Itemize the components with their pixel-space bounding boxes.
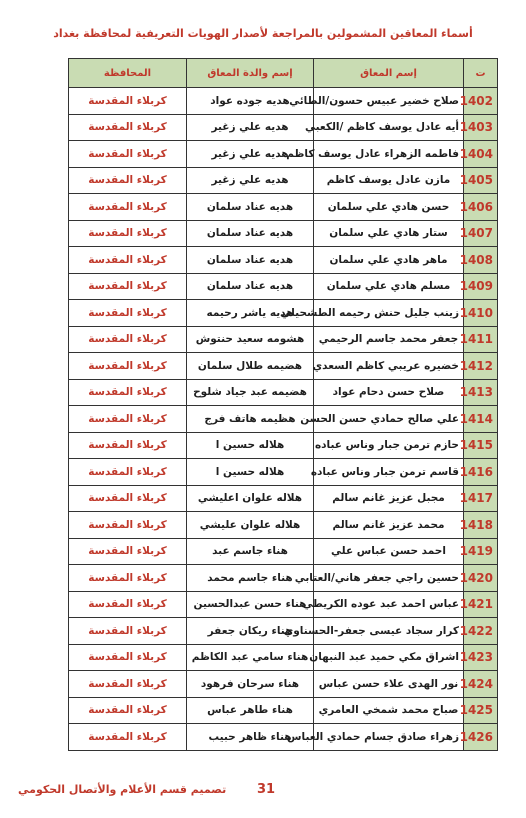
province: كربلاء المقدسة [69, 432, 187, 459]
disabled-person-name: مسلم هادي علي سلمان [314, 273, 464, 300]
mother-name: هناء جاسم عبد [187, 538, 314, 565]
disabled-person-name: علي صالح حمادي حسن الحسن [314, 406, 464, 433]
row-number: 1405 [464, 167, 498, 194]
disabled-person-name: مازن عادل يوسف كاظم [314, 167, 464, 194]
mother-name: هناء ظاهر حبيب [187, 724, 314, 751]
table-row [69, 194, 498, 221]
row-number: 1403 [464, 114, 498, 141]
table-row [69, 114, 498, 141]
province: كربلاء المقدسة [69, 194, 187, 221]
row-number: 1417 [464, 485, 498, 512]
table-row [69, 512, 498, 539]
row-number: 1412 [464, 353, 498, 380]
mother-name: هظيمه هاتف فرج [187, 406, 314, 433]
province: كربلاء المقدسة [69, 538, 187, 565]
row-number: 1422 [464, 618, 498, 645]
disabled-person-name: فاطمه الزهراء عادل يوسف كاظم [314, 141, 464, 168]
province: كربلاء المقدسة [69, 671, 187, 698]
province: كربلاء المقدسة [69, 88, 187, 115]
table-row [69, 379, 498, 406]
mother-name: هلاله علوان عليشي [187, 512, 314, 539]
header-province: المحافظة [69, 59, 187, 88]
mother-name: هديه عناد سلمان [187, 247, 314, 274]
province: كربلاء المقدسة [69, 512, 187, 539]
province: كربلاء المقدسة [69, 485, 187, 512]
disabled-person-name: ماهر هادي علي سلمان [314, 247, 464, 274]
mother-name: هديه عناد سلمان [187, 194, 314, 221]
row-number: 1410 [464, 300, 498, 327]
disabled-person-name: نور الهدى علاء حسن عباس [314, 671, 464, 698]
disabled-person-name: عباس احمد عبد عوده الكريطي [314, 591, 464, 618]
province: كربلاء المقدسة [69, 273, 187, 300]
table-row [69, 459, 498, 486]
table-row [69, 432, 498, 459]
table-row [69, 618, 498, 645]
province: كربلاء المقدسة [69, 167, 187, 194]
disabled-person-name: مجبل عزيز غانم سالم [314, 485, 464, 512]
table-row [69, 141, 498, 168]
mother-name: هناء سامي عبد الكاظم [187, 644, 314, 671]
mother-name: هناء سرحان فرهود [187, 671, 314, 698]
header-num: ت [464, 59, 498, 88]
row-number: 1402 [464, 88, 498, 115]
mother-name: هلاله حسين ا [187, 459, 314, 486]
mother-name: هضيمه عبد جياد شلوح [187, 379, 314, 406]
mother-name: هناء حسن عبدالحسين [187, 591, 314, 618]
disabled-person-name: كرار سجاد عيسى جعفر-الحسناوي [314, 618, 464, 645]
disabled-person-name: حازم ترمن جبار وناس عباده [314, 432, 464, 459]
row-number: 1404 [464, 141, 498, 168]
mother-name: هضيمه طلال سلمان [187, 353, 314, 380]
mother-name: هناء ريكان جعفر [187, 618, 314, 645]
table-row [69, 353, 498, 380]
province: كربلاء المقدسة [69, 141, 187, 168]
document-title: أسماء المعاقين المشمولين بالمراجعة لأصدار الهويات التعريفية لمحافظة بغداد [53, 27, 473, 40]
table-row [69, 644, 498, 671]
footer-credit: تصميم قسم الأعلام والأتصال الحكومي [18, 783, 227, 796]
table-row [69, 565, 498, 592]
row-number: 1418 [464, 512, 498, 539]
mother-name: هديه عناد سلمان [187, 273, 314, 300]
disabled-person-name: اشراق مكي حميد عبد النبهان [314, 644, 464, 671]
disabled-person-name: احمد حسن عباس علي [314, 538, 464, 565]
disabled-person-name: جعفر محمد جاسم الرحيمي [314, 326, 464, 353]
row-number: 1420 [464, 565, 498, 592]
row-number: 1413 [464, 379, 498, 406]
table-row [69, 273, 498, 300]
mother-name: هديه ياشر رحيمه [187, 300, 314, 327]
mother-name: هديه علي زغير [187, 114, 314, 141]
row-number: 1416 [464, 459, 498, 486]
mother-name: هديه علي زغير [187, 141, 314, 168]
province: كربلاء المقدسة [69, 591, 187, 618]
table-body [69, 88, 498, 751]
row-number: 1425 [464, 697, 498, 724]
row-number: 1411 [464, 326, 498, 353]
province: كربلاء المقدسة [69, 300, 187, 327]
mother-name: هديه علي زغير [187, 167, 314, 194]
row-number: 1406 [464, 194, 498, 221]
table-row [69, 406, 498, 433]
mother-name: هناء طاهر عباس [187, 697, 314, 724]
mother-name: هلاله حسين ا [187, 432, 314, 459]
province: كربلاء المقدسة [69, 220, 187, 247]
row-number: 1423 [464, 644, 498, 671]
table-row [69, 591, 498, 618]
disabled-person-name: زينب جليل حنش رحيمه الطشحيلي [314, 300, 464, 327]
mother-name: هديه عناد سلمان [187, 220, 314, 247]
table-row [69, 326, 498, 353]
row-number: 1421 [464, 591, 498, 618]
mother-name: هديه جوده عواد [187, 88, 314, 115]
row-number: 1415 [464, 432, 498, 459]
province: كربلاء المقدسة [69, 326, 187, 353]
mother-name: هناء جاسم محمد [187, 565, 314, 592]
table-row [69, 538, 498, 565]
table-row [69, 247, 498, 274]
table-row [69, 724, 498, 751]
row-number: 1414 [464, 406, 498, 433]
row-number: 1426 [464, 724, 498, 751]
disabled-person-name: أيه عادل يوسف كاظم /الكعبي [314, 114, 464, 141]
mother-name: هشومه سعيد حنتوش [187, 326, 314, 353]
province: كربلاء المقدسة [69, 644, 187, 671]
names-table [68, 58, 498, 751]
row-number: 1407 [464, 220, 498, 247]
table-row [69, 167, 498, 194]
disabled-person-name: حسين راجي جعفر هاني/العتابي [314, 565, 464, 592]
province: كربلاء المقدسة [69, 247, 187, 274]
province: كربلاء المقدسة [69, 459, 187, 486]
row-number: 1419 [464, 538, 498, 565]
page-number: 31 [257, 782, 276, 797]
disabled-person-name: ستار هادي علي سلمان [314, 220, 464, 247]
province: كربلاء المقدسة [69, 379, 187, 406]
table-row [69, 300, 498, 327]
province: كربلاء المقدسة [69, 353, 187, 380]
mother-name: هلاله علوان اعليشي [187, 485, 314, 512]
disabled-person-name: صلاح حسن دحام عواد [314, 379, 464, 406]
table-row [69, 697, 498, 724]
header-name: إسم المعاق [314, 59, 464, 88]
disabled-person-name: خضيره عريبي كاظم السعدي [314, 353, 464, 380]
table-row [69, 671, 498, 698]
province: كربلاء المقدسة [69, 114, 187, 141]
disabled-person-name: حسن هادي علي سلمان [314, 194, 464, 221]
row-number: 1409 [464, 273, 498, 300]
table-row [69, 220, 498, 247]
province: كربلاء المقدسة [69, 406, 187, 433]
province: كربلاء المقدسة [69, 618, 187, 645]
row-number: 1408 [464, 247, 498, 274]
table-row [69, 485, 498, 512]
province: كربلاء المقدسة [69, 724, 187, 751]
disabled-person-name: زهراء صادق جسام حمادي العباس [314, 724, 464, 751]
header-mother: إسم والدة المعاق [187, 59, 314, 88]
row-number: 1424 [464, 671, 498, 698]
disabled-person-name: صباح محمد شمخي العامري [314, 697, 464, 724]
table-header-row [69, 59, 498, 88]
disabled-person-name: محمد عزيز غانم سالم [314, 512, 464, 539]
disabled-person-name: قاسم ترمن جبار وناس عباده [314, 459, 464, 486]
disabled-person-name: صلاح خضير عبيس حسون/الطائي [314, 88, 464, 115]
table-row [69, 88, 498, 115]
province: كربلاء المقدسة [69, 565, 187, 592]
province: كربلاء المقدسة [69, 697, 187, 724]
